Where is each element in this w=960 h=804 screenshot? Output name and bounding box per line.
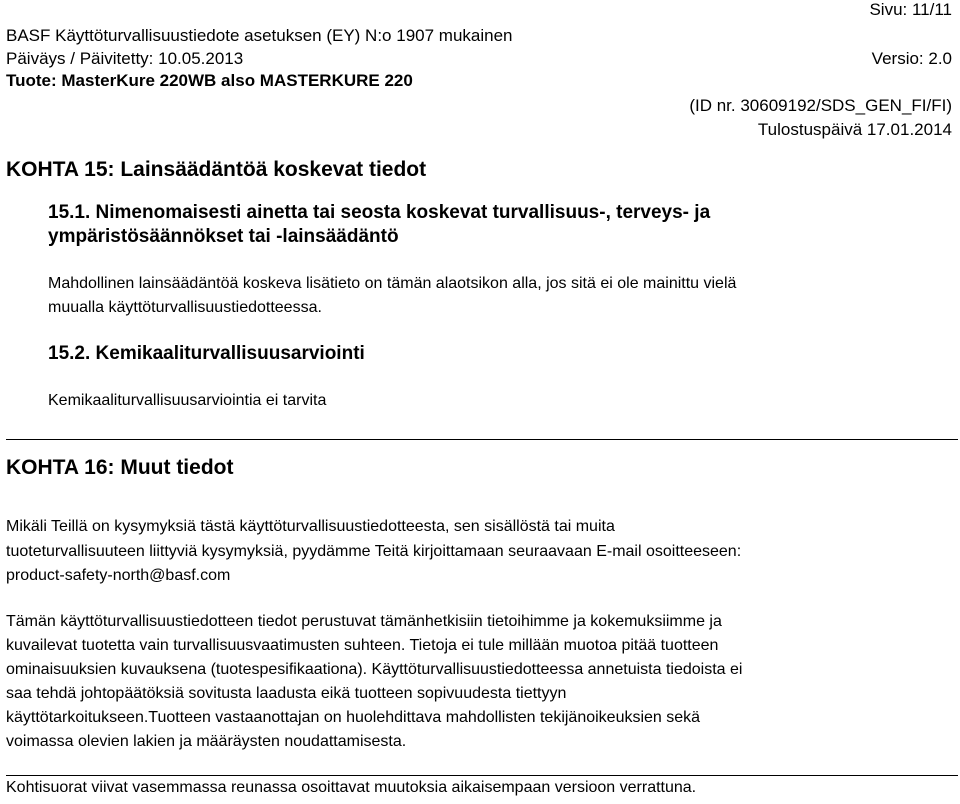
disclaimer-line: kuvailevat tuotetta vain turvallisuusvaatimusten suhteen. Tietoja ei tule millään muotoa pitää tuotteen bbox=[6, 637, 719, 654]
disclaimer-line: käyttötarkoitukseen.Tuotteen vastaanottajan on huolehdittava mahdollisten tekijänoikeuksien sekä bbox=[6, 709, 701, 726]
version-label: Versio: 2.0 bbox=[871, 49, 952, 68]
contact-email: product-safety-north@basf.com bbox=[6, 567, 231, 584]
section-15-title: KOHTA 15: Lainsäädäntöä koskevat tiedot bbox=[6, 158, 427, 181]
section-divider bbox=[6, 439, 958, 440]
document-id: (ID nr. 30609192/SDS_GEN_FI/FI) bbox=[689, 96, 952, 115]
contact-paragraph-line: Mikäli Teillä on kysymyksiä tästä käyttöturvallisuustiedotteesta, sen sisällöstä tai muita bbox=[6, 518, 615, 535]
subsection-15-1-text-line2: muualla käyttöturvallisuustiedotteessa. bbox=[48, 299, 322, 316]
subsection-15-1-text-line1: Mahdollinen lainsäädäntöä koskeva lisätieto on tämän alaotsikon alla, jos sitä ei ole mainittu vielä bbox=[48, 275, 737, 292]
page-number: Sivu: 11/11 bbox=[869, 0, 952, 19]
disclaimer-line: voimassa olevien lakien ja määräysten noudattamisesta. bbox=[6, 733, 407, 750]
product-name: Tuote: MasterKure 220WB also MASTERKURE 220 bbox=[6, 71, 413, 90]
subsection-15-2-title: 15.2. Kemikaaliturvallisuusarviointi bbox=[48, 343, 365, 364]
disclaimer-line: Tämän käyttöturvallisuustiedotteen tiedot perustuvat tämänhetkisiin tietoihimme ja kokemuksiimme ja bbox=[6, 613, 722, 630]
disclaimer-line: saa tehdä johtopäätöksiä sovitusta laadusta eikä tuotteen sopivuudesta tiettyyn bbox=[6, 685, 567, 702]
footer-note: Kohtisuorat viivat vasemmassa reunassa osoittavat muutoksia aikaisempaan versioon verrattuna. bbox=[6, 779, 697, 796]
subsection-15-2-text: Kemikaaliturvallisuusarviointia ei tarvita bbox=[48, 392, 327, 409]
regulation-line: BASF Käyttöturvallisuustiedote asetuksen (EY) N:o 1907 mukainen bbox=[6, 26, 513, 45]
subsection-15-1-title-line2: ympäristösäännökset tai -lainsäädäntö bbox=[48, 226, 399, 247]
section-16-title: KOHTA 16: Muut tiedot bbox=[6, 456, 234, 479]
contact-paragraph-line: tuoteturvallisuuteen liittyviä kysymyksiä, pyydämme Teitä kirjoittamaan seuraavaan E-mail osoitteeseen: bbox=[6, 543, 742, 560]
date-line: Päiväys / Päivitetty: 10.05.2013 bbox=[6, 49, 244, 68]
disclaimer-line: ominaisuuksien kuvauksena (tuotespesifikaationa). Käyttöturvallisuustiedotteessa annetuista tiedoista ei bbox=[6, 661, 743, 678]
print-date: Tulostuspäivä 17.01.2014 bbox=[757, 120, 952, 139]
subsection-15-1-title-line1: 15.1. Nimenomaisesti ainetta tai seosta koskevat turvallisuus-, terveys- ja bbox=[48, 202, 711, 223]
